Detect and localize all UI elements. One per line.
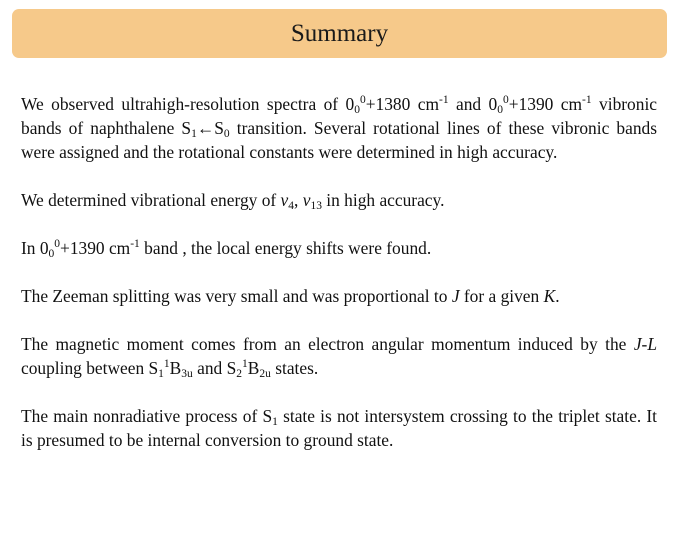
paragraph-local-shifts: [21, 236, 657, 260]
slide-title: Summary: [290, 19, 389, 47]
title-bar: [12, 9, 667, 58]
text: .: [555, 286, 560, 306]
symbol: v: [280, 190, 289, 210]
text: We determined vibrational energy of: [21, 190, 281, 210]
paragraph-magnetic-moment: [21, 332, 657, 380]
subscript: 0: [354, 104, 360, 117]
text: transition. Several rotational lines of these vibronic bands were assigned and the rotational constants were determined in high accuracy.: [21, 118, 657, 162]
symbol: v: [302, 190, 311, 210]
subscript: 2: [236, 368, 243, 381]
subscript: 1: [158, 368, 164, 381]
symbol: J-L: [633, 334, 657, 354]
text: coupling between S: [21, 358, 159, 378]
symbol: J: [451, 286, 460, 306]
text: states.: [270, 358, 319, 378]
subscript: 0: [223, 128, 230, 141]
text: +1390 cm: [508, 94, 583, 114]
subscript: 2u: [259, 368, 271, 381]
text: state is not intersystem crossing to the triplet state. It is presumed to be internal conversion to ground state.: [21, 406, 658, 450]
subscript: 1: [191, 128, 197, 141]
text: The main nonradiative process of S: [21, 406, 273, 426]
text: vibronic bands of naphthalene S: [21, 94, 657, 138]
subscript: 3u: [181, 368, 193, 381]
superscript: 1: [242, 357, 248, 370]
subscript: 13: [310, 200, 322, 213]
text: ←S: [196, 118, 224, 138]
text: B: [247, 358, 260, 378]
paragraph-vibrational-energy: [21, 188, 657, 212]
text: +1390 cm: [60, 238, 131, 258]
text: We observed ultrahigh-resolution spectra of 0: [21, 94, 355, 114]
paragraph-zeeman: [21, 284, 657, 308]
text: The magnetic moment comes from an electron angular momentum induced by the: [21, 334, 634, 354]
subscript: 1: [272, 416, 278, 429]
superscript: 1: [163, 357, 170, 370]
text: for a given: [459, 286, 544, 306]
text: In 0: [21, 238, 49, 258]
text: in high accuracy.: [321, 190, 445, 210]
superscript: -1: [582, 93, 592, 106]
text: band , the local energy shifts were found.: [139, 238, 432, 258]
text: The Zeeman splitting was very small and was proportional to: [21, 286, 452, 306]
superscript: -1: [438, 93, 449, 106]
superscript: 0: [359, 93, 366, 106]
text: and 0: [448, 94, 498, 114]
text: ,: [294, 190, 303, 210]
symbol: K: [543, 286, 556, 306]
paragraph-nonradiative: [21, 404, 657, 452]
text: and S: [192, 358, 237, 378]
text: B: [169, 358, 182, 378]
superscript: 0: [503, 93, 509, 106]
superscript: 0: [54, 237, 61, 250]
subscript: 0: [48, 248, 55, 261]
subscript: 0: [497, 104, 503, 117]
superscript: -1: [130, 237, 140, 250]
text: +1380 cm: [365, 94, 439, 114]
summary-content: [21, 92, 657, 476]
subscript: 4: [288, 200, 295, 213]
paragraph-spectra: [21, 92, 657, 164]
